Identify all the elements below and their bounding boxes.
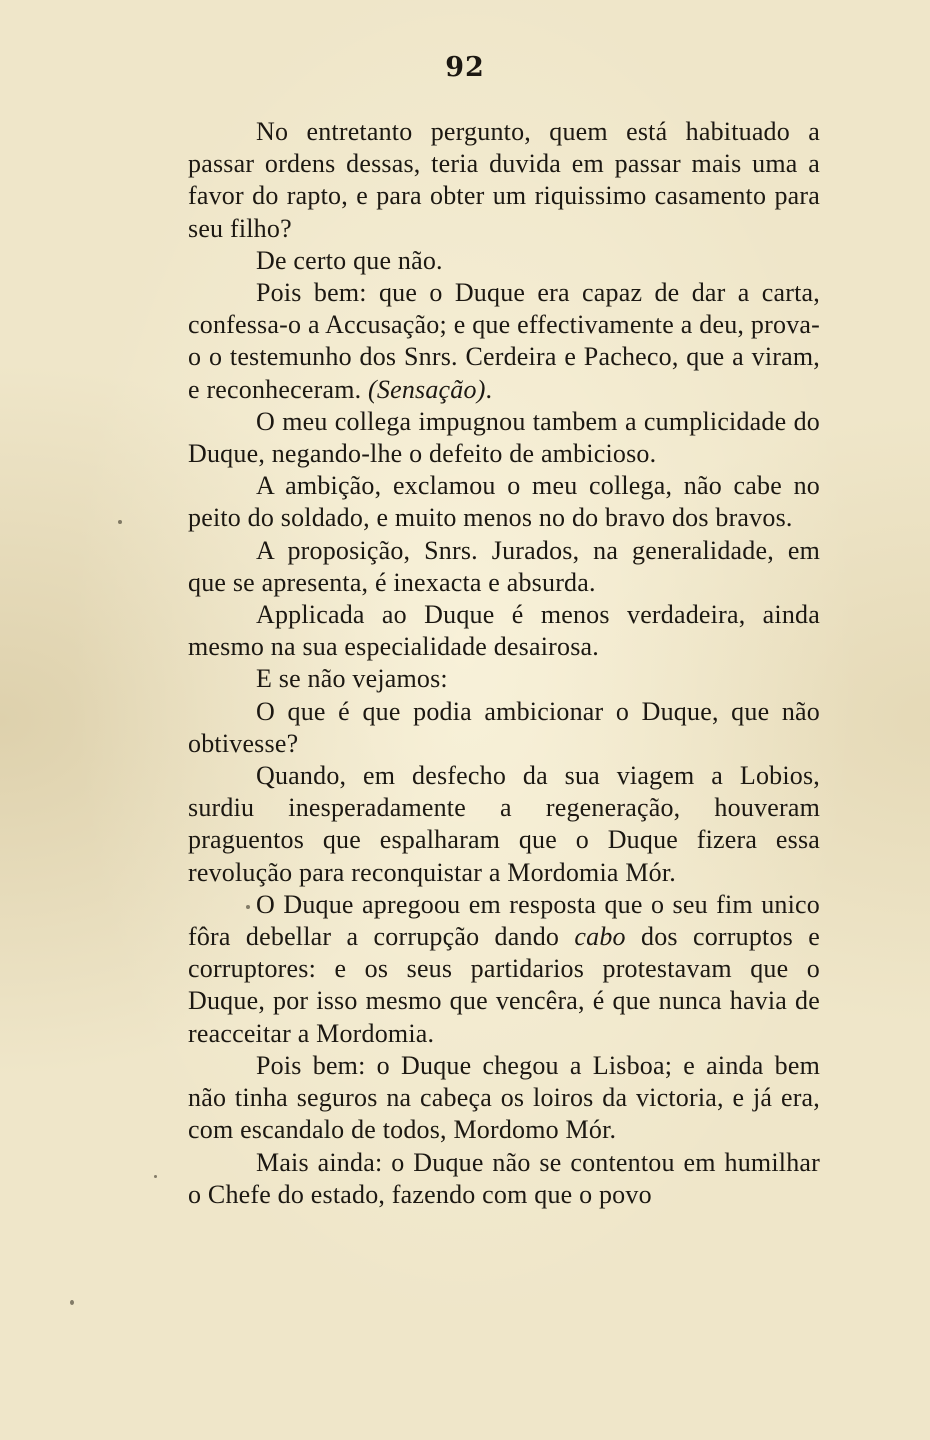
paragraph-1: No entretanto pergunto, quem está habituado a passar ordens dessas, teria duvida em passar mais uma a favor do rapto, e para obter um riquissimo casamento para seu filho? — [188, 117, 820, 243]
paragraph-9: O que é que podia ambicionar o Duque, que não obtivesse? — [188, 696, 820, 758]
speck — [246, 905, 250, 909]
paragraph-11-text-after: dos corruptos e corruptores: e os seus partidarios protestavam que o Duque, por isso mesmo que vencêra, é que nunca havia de reacceitar a Mordomia. — [188, 922, 820, 1048]
emphasis-cabo: cabo — [574, 922, 626, 952]
paragraph-11-text-before: O Duque apregoou em resposta que o seu fim unico fôra debellar a corrupção dando — [188, 889, 820, 952]
paragraph-10: Quando, em desfecho da sua viagem a Lobios, surdiu inesperadamente a regeneração, houveram praguentos que espalharam que o Duque fizera essa revolução para reconquistar a Mordomia Mór. — [188, 761, 820, 887]
speck — [154, 1175, 157, 1178]
speck — [70, 1300, 74, 1305]
paragraph-8: E se não vejamos: — [256, 664, 448, 694]
paragraph-12: Pois bem: o Duque chegou a Lisboa; e ainda bem não tinha seguros na cabeça os loiros da victoria, e já era, com escandalo de todos, Mordomo Mór. — [188, 1050, 820, 1145]
paragraph-6: A proposição, Snrs. Jurados, na generalidade, em que se apresenta, é inexacta e absurda. — [188, 535, 820, 597]
paragraph-3: Pois bem: que o Duque era capaz de dar a carta, confessa-o a Accusação; e que effectivamente a deu, prova-o o testemunho dos Snrs. Cerdeira e Pacheco, que a viram, e reconheceram. (Sensação). — [188, 278, 820, 404]
speck — [118, 520, 122, 524]
stage-note-sensacao: (Sensação) — [368, 374, 486, 404]
paragraph-3-text: Pois bem: que o Duque era capaz de dar a carta, confessa-o a Accusação; e que effectivamente a deu, prova-o o testemunho dos Snrs. Cerdeira e Pacheco, que a viram, e reconheceram. — [188, 278, 820, 404]
paragraph-11 — [188, 889, 820, 1050]
page-number: 92 — [445, 52, 485, 83]
paragraph-4: O meu collega impugnou tambem a cumplicidade do Duque, negando-lhe o defeito de ambicioso. — [188, 406, 820, 469]
paragraph-2: De certo que não. — [256, 245, 443, 275]
paragraph-13: Mais ainda: o Duque não se contentou em humilhar o Chefe do estado, fazendo com que o povo — [188, 1147, 820, 1209]
paragraph-5: A ambição, exclamou o meu collega, não cabe no peito do soldado, e muito menos no do bravo dos bravos. — [188, 471, 820, 533]
body-text — [188, 116, 820, 1211]
paragraph-7: Applicada ao Duque é menos verdadeira, ainda mesmo na sua especialidade desairosa. — [188, 600, 820, 662]
